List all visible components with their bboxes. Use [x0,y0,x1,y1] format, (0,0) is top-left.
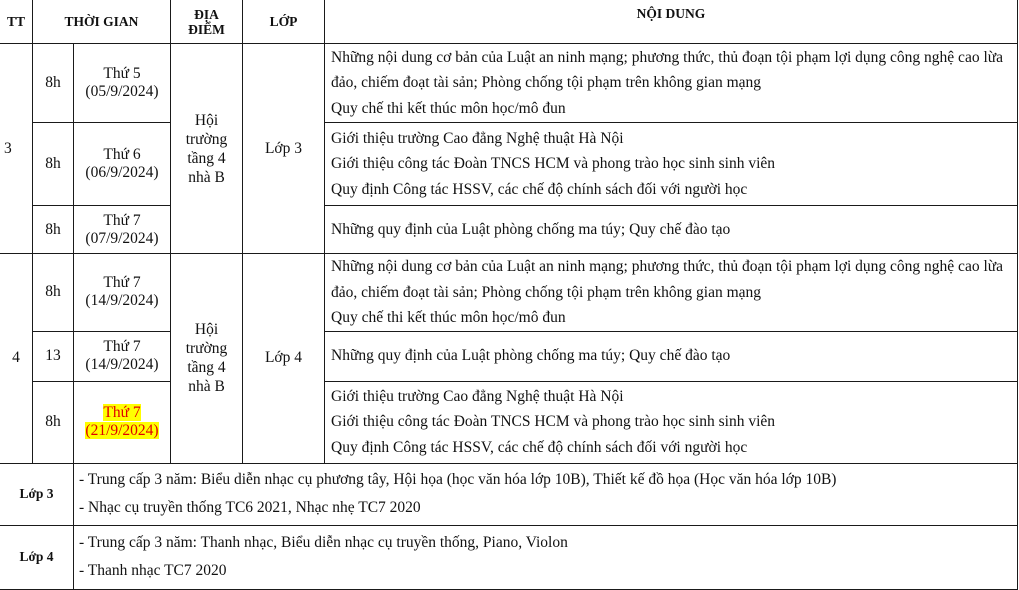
session-content [325,206,1018,254]
note-line: - Thanh nhạc TC7 2020 [79,562,227,579]
header-row [0,0,1018,44]
location-line: nhà B [188,378,225,396]
session-day: Thứ 5 [103,65,141,82]
table-row [0,123,1018,206]
note-line: - Trung cấp 3 năm: Thanh nhạc, Biểu diễn nhạc cụ truyền thống, Piano, Violon [79,534,568,551]
note-label: Lớp 4 [0,525,74,589]
session-date-value: (14/9/2024) [85,356,159,373]
session-day: Thứ 7 [103,274,141,292]
header-tt: TT [0,0,33,44]
location-line: tầng 4 [187,359,226,377]
session-hour: 8h [33,44,74,123]
group-tt: 3 [0,44,33,254]
content-line: Giới thiệu công tác Đoàn TNCS HCM và phong trào học sinh sinh viên [331,155,776,173]
content-line: Quy định Công tác HSSV, các chế độ chính sách đối với người học [331,438,748,456]
session-hour: 8h [33,254,74,332]
session-hour: 8h [33,206,74,254]
note-label: Lớp 3 [0,463,74,525]
content-line: Quy định Công tác HSSV, các chế độ chính sách đối với người học [331,180,748,198]
session-content [325,254,1018,332]
note-content [74,463,1018,525]
note-line: - Nhạc cụ truyền thống TC6 2021, Nhạc nhẹ TC7 2020 [79,499,421,516]
session-date [74,206,171,254]
content-line: Giới thiệu công tác Đoàn TNCS HCM và phong trào học sinh sinh viên [331,413,776,431]
session-date-value: (06/9/2024) [85,164,159,181]
session-day: Thứ 7 [103,211,141,229]
location-line: Hội [194,111,219,129]
session-date [74,44,171,123]
session-hour: 8h [33,123,74,206]
group-class: Lớp 3 [243,44,325,254]
session-date-value: (21/9/2024) [85,422,159,439]
session-day: Thứ 7 [103,338,141,355]
session-content [325,331,1018,381]
session-date [74,331,171,381]
session-date [74,123,171,206]
session-content [325,381,1018,463]
header-dia-diem-line: ĐIỂM [188,21,225,37]
location-line: trường [185,130,228,148]
session-date-highlighted [74,381,171,463]
group-tt: 4 [0,254,33,464]
table-row [0,381,1018,463]
session-content [325,123,1018,206]
session-date-value: (14/9/2024) [85,292,159,310]
note-content [74,525,1018,589]
table-row [0,44,1018,123]
header-thoi-gian: THỜI GIAN [33,0,171,44]
session-content [325,44,1018,123]
group-location [171,254,243,464]
session-hour: 8h [33,381,74,463]
content-line: Những nội dung cơ bản của Luật an ninh mạng; phương thức, thủ đoạn tội phạm lợi dụng công nghệ cao lừa đảo, chiếm đoạt tài sản; Phòng chống tội phạm trên không gian mạng [331,258,1004,301]
content-line: Quy chế thi kết thúc môn học/mô đun [331,99,566,117]
content-line: Giới thiệu trường Cao đẳng Nghệ thuật Hà Nội [331,129,624,147]
session-date-value: (07/9/2024) [85,229,159,247]
session-hour: 13 [33,331,74,381]
content-line: Những quy định của Luật phòng chống ma túy; Quy chế đào tạo [331,220,731,238]
table-row [0,206,1018,254]
note-line: - Trung cấp 3 năm: Biểu diễn nhạc cụ phương tây, Hội họa (học văn hóa lớp 10B), Thiết kế đồ họa (Học văn hóa lớp 10B) [79,471,837,488]
note-row [0,525,1018,589]
content-line: Những quy định của Luật phòng chống ma túy; Quy chế đào tạo [331,347,731,365]
content-line: Giới thiệu trường Cao đẳng Nghệ thuật Hà Nội [331,387,624,405]
location-line: trường [185,340,228,358]
location-line: tầng 4 [187,149,226,167]
group-class: Lớp 4 [243,254,325,464]
header-dia-diem-line: ĐỊA [194,6,219,22]
session-day: Thứ 7 [103,404,141,421]
header-noi-dung: NỘI DUNG [325,0,1018,44]
table-row [0,254,1018,332]
note-row [0,463,1018,525]
session-date [74,254,171,332]
session-day: Thứ 6 [103,146,141,163]
location-line: nhà B [188,168,225,186]
content-line: Quy chế thi kết thúc môn học/mô đun [331,309,566,326]
header-dia-diem [171,0,243,44]
group-location [171,44,243,254]
location-line: Hội [194,321,219,339]
table-row [0,331,1018,381]
content-line: Những nội dung cơ bản của Luật an ninh mạng; phương thức, thủ đoạn tội phạm lợi dụng công nghệ cao lừa đảo, chiếm đoạt tài sản; Phòng chống tội phạm trên không gian mạng [331,48,1004,92]
session-date-value: (05/9/2024) [85,83,159,100]
header-lop: LỚP [243,0,325,44]
